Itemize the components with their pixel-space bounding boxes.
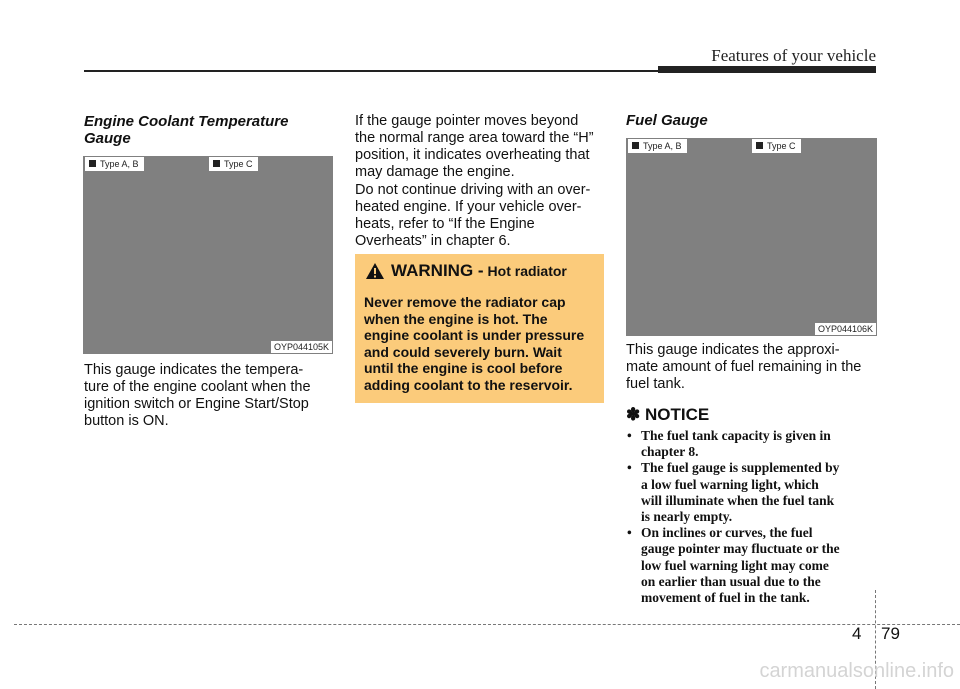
text-line: until the engine is cool before xyxy=(364,360,563,376)
tag-label: Type C xyxy=(224,159,253,169)
bullet-icon: • xyxy=(627,428,632,443)
text-line: button is ON. xyxy=(84,413,169,429)
watermark: carmanualsonline.info xyxy=(759,660,954,682)
text-line: may damage the engine. xyxy=(355,164,515,180)
warning-header xyxy=(365,260,567,282)
figure-tag-type-c xyxy=(752,139,801,153)
text-line: adding coolant to the reservoir. xyxy=(364,376,573,393)
notice-list xyxy=(627,428,879,606)
text-line: is nearly empty. xyxy=(641,509,733,525)
coolant-heading-line1: Engine Coolant Temperature xyxy=(84,113,289,130)
tag-label: Type C xyxy=(767,141,796,151)
header-bar xyxy=(658,66,876,73)
figure-tag-type-c xyxy=(209,157,258,171)
notice-item-text xyxy=(641,525,879,606)
footer-dashed-rule xyxy=(14,624,960,625)
text-line: the normal range area toward the “H” xyxy=(355,130,594,146)
notice-item xyxy=(627,525,879,606)
text-line: when the engine is hot. The xyxy=(364,310,548,327)
page-number: 79 xyxy=(881,624,900,643)
warning-body xyxy=(364,294,597,393)
text-line: On inclines or curves, the fuel xyxy=(641,525,813,541)
coolant-gauge-figure xyxy=(83,156,333,354)
text-line: a low fuel warning light, which xyxy=(641,476,819,492)
fuel-description xyxy=(626,342,878,393)
notice-heading: ✽ NOTICE xyxy=(626,405,710,424)
fuel-gauge-figure xyxy=(626,138,877,336)
warning-box xyxy=(355,254,604,403)
warning-triangle-icon xyxy=(365,262,385,280)
text-line: fuel tank. xyxy=(626,376,685,392)
text-line: ignition switch or Engine Start/Stop xyxy=(84,396,309,412)
tag-label: Type A, B xyxy=(643,141,682,151)
notice-item xyxy=(627,460,879,525)
text-line: This gauge indicates the approxi- xyxy=(626,342,840,358)
text-line: The fuel gauge is supplemented by xyxy=(641,460,840,476)
text-line: Do not continue driving with an over- xyxy=(355,182,591,198)
text-line: will illuminate when the fuel tank xyxy=(641,492,835,508)
figure-code: OYP044106K xyxy=(815,323,876,335)
bullet-icon: • xyxy=(627,460,632,476)
text-line: movement of fuel in the tank. xyxy=(641,590,810,606)
tag-label: Type A, B xyxy=(100,159,139,169)
warning-title: WARNING - xyxy=(391,261,484,280)
text-line: If the gauge pointer moves beyond xyxy=(355,113,579,129)
square-bullet-icon xyxy=(213,160,220,167)
text-line: low fuel warning light may come xyxy=(641,557,829,573)
text-line: chapter 8. xyxy=(641,444,699,460)
notice-item xyxy=(627,428,879,460)
text-line: gauge pointer may fluctuate or the xyxy=(641,541,840,557)
text-line: on earlier than usual due to the xyxy=(641,573,821,589)
text-line: Overheats” in chapter 6. xyxy=(355,233,511,249)
coolant-description xyxy=(84,362,334,430)
coolant-heading-line2: Gauge xyxy=(84,130,131,147)
warning-subtitle: Hot radiator xyxy=(487,263,567,279)
figure-tag-type-ab xyxy=(85,157,144,171)
chapter-number: 4 xyxy=(852,624,862,643)
square-bullet-icon xyxy=(89,160,96,167)
overheat-paragraph-1 xyxy=(355,113,604,181)
text-line: and could severely burn. Wait xyxy=(364,343,562,360)
text-line: mate amount of fuel remaining in the xyxy=(626,359,862,375)
header-rule xyxy=(84,70,658,72)
text-line: This gauge indicates the tempera- xyxy=(84,362,304,378)
text-line: heats, refer to “If the Engine xyxy=(355,216,535,232)
text-line: heated engine. If your vehicle over- xyxy=(355,199,582,215)
text-line: The fuel tank capacity is given in xyxy=(641,428,831,443)
section-title: Features of your vehicle xyxy=(711,46,876,65)
fuel-heading: Fuel Gauge xyxy=(626,112,708,129)
text-line: Never remove the radiator cap xyxy=(364,294,566,310)
bullet-icon: • xyxy=(627,525,632,541)
notice-item-text xyxy=(641,460,879,525)
square-bullet-icon xyxy=(756,142,763,149)
text-line: position, it indicates overheating that xyxy=(355,147,590,163)
square-bullet-icon xyxy=(632,142,639,149)
coolant-heading xyxy=(84,113,334,147)
text-line: engine coolant is under pressure xyxy=(364,327,585,343)
notice-item-text xyxy=(641,428,879,460)
figure-code: OYP044105K xyxy=(271,341,332,353)
text-line: ture of the engine coolant when the xyxy=(84,379,311,395)
figure-tag-type-ab xyxy=(628,139,687,153)
overheat-paragraph-2 xyxy=(355,182,604,250)
